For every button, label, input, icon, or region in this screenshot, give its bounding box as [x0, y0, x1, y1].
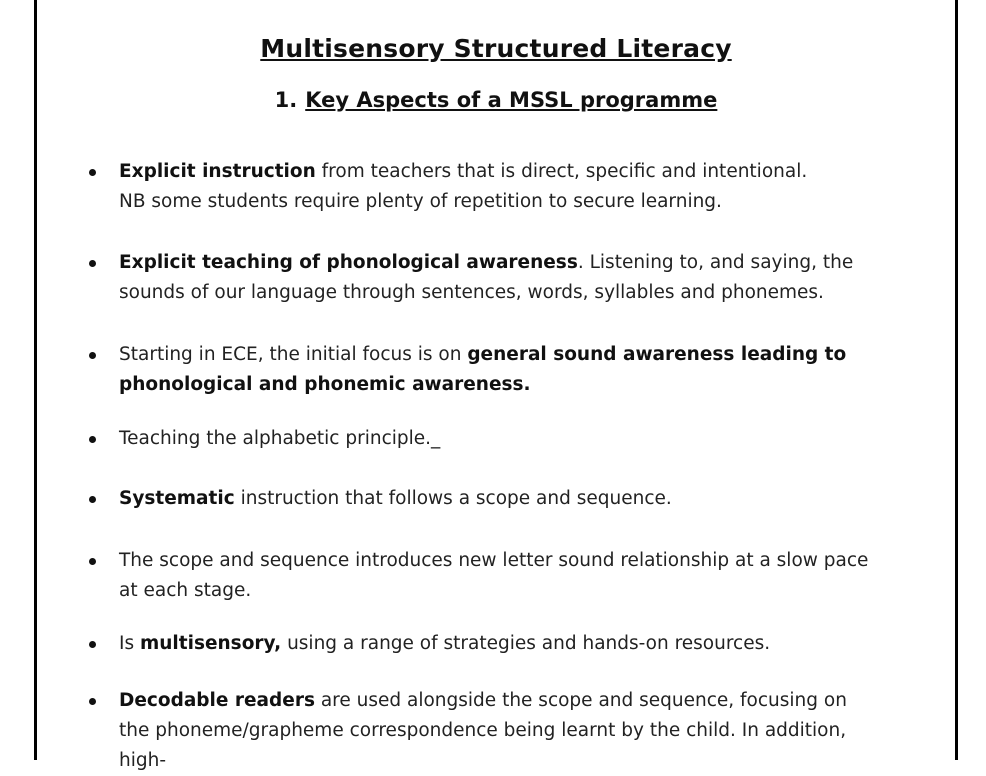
bullet-bold-text: multisensory,: [139, 633, 282, 654]
section-heading: [37, 88, 955, 112]
bullet-icon: [89, 558, 96, 565]
section-number: 1.: [274, 88, 298, 112]
list-item: [119, 340, 879, 400]
bullet-text: The scope and sequence introduces new letter sound relationship at a slow pace at each stage.: [119, 550, 869, 601]
document-title: Multisensory Structured Literacy: [260, 34, 732, 63]
section-title: Key Aspects of a MSSL programme: [305, 88, 718, 112]
bullet-icon: [89, 169, 96, 176]
bullet-text: Starting in ECE, the initial focus is on: [119, 344, 468, 365]
list-item: [119, 629, 879, 659]
bullet-bold-text: general sound awareness leading to phonological and phonemic awareness.: [119, 344, 847, 395]
bullet-text: from teachers that is direct, specific and intentional.: [315, 161, 808, 182]
document-page: [34, 0, 958, 771]
bullet-bold-text: Systematic: [119, 488, 235, 509]
bullet-icon: [89, 698, 96, 705]
list-item: [119, 686, 879, 776]
bullet-text: are used alongside the scope and sequence, focusing on the phoneme/grapheme correspondence being learnt by the child. In addition, high-: [119, 690, 847, 771]
bullet-icon: [89, 260, 96, 267]
list-item: [119, 157, 879, 217]
list-item: [119, 484, 879, 514]
bullet-text: instruction that follows a scope and sequence.: [234, 488, 672, 509]
bullet-icon: [89, 496, 96, 503]
bullet-icon: [89, 641, 96, 648]
list-item: [119, 248, 879, 308]
bullet-icon: [89, 436, 96, 443]
bullet-text: Teaching the alphabetic principle._: [119, 428, 441, 449]
bullet-text: . Listening to, and saying, the sounds of our language through sentences, words, syllables and phonemes.: [119, 252, 854, 303]
bullet-note: NB some students require plenty of repetition to secure learning.: [119, 191, 722, 212]
bullet-icon: [89, 352, 96, 359]
bullet-bold-text: Explicit teaching of phonological awareness: [119, 252, 578, 273]
bullet-text: Is: [119, 633, 140, 654]
list-item: [119, 546, 879, 606]
bullet-bold-text: Decodable readers: [119, 690, 315, 711]
bullet-text: using a range of strategies and hands-on resources.: [281, 633, 771, 654]
list-item: [119, 424, 879, 454]
bullet-bold-text: Explicit instruction: [119, 161, 316, 182]
